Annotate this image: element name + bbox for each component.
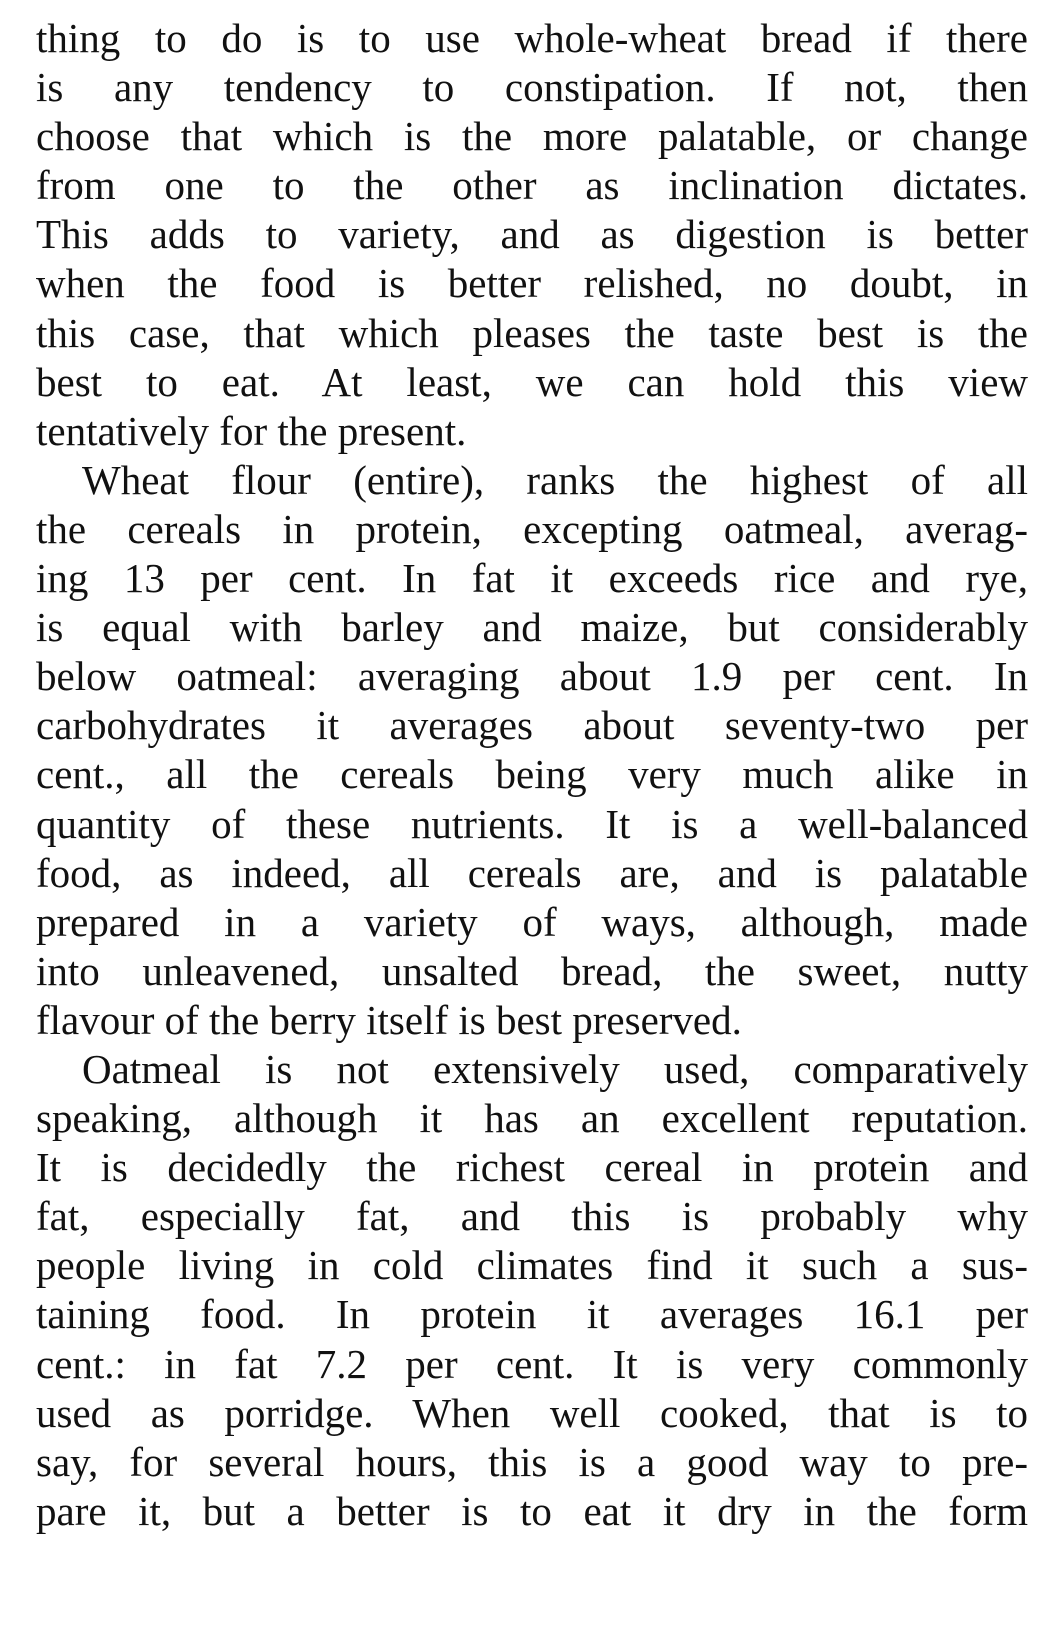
text-line: this case, that which pleases the taste best is the: [36, 309, 1028, 356]
text-line: prepared in a variety of ways, although, made: [36, 898, 1028, 945]
text-line: when the food is better relished, no doubt, in: [36, 260, 1028, 307]
text-line: pare it, but a better is to eat it dry in the form: [36, 1487, 1028, 1534]
text-line: Oatmeal is not extensively used, comparatively: [82, 1045, 1028, 1092]
text-line: tentatively for the present.: [36, 407, 467, 454]
text-line: say, for several hours, this is a good way to pre-: [36, 1438, 1028, 1485]
text-line: thing to do is to use whole-wheat bread if there: [36, 15, 1028, 61]
text-line: quantity of these nutrients. It is a well-balanced: [36, 800, 1028, 847]
text-line: best to eat. At least, we can hold this view: [36, 358, 1028, 405]
text-line: into unleavened, unsalted bread, the sweet, nutty: [36, 947, 1028, 994]
text-line: cent.: in fat 7.2 per cent. It is very commonly: [36, 1340, 1028, 1387]
text-line: fat, especially fat, and this is probably why: [36, 1193, 1028, 1240]
text-line: Wheat flour (entire), ranks the highest of all: [82, 456, 1028, 503]
text-line: the cereals in protein, excepting oatmeal, averag-: [36, 505, 1028, 552]
text-line: speaking, although it has an excellent reputation.: [36, 1095, 1028, 1142]
book-page: [36, 14, 1028, 1536]
text-line: food, as indeed, all cereals are, and is palatable: [36, 849, 1028, 896]
text-line: below oatmeal: averaging about 1.9 per cent. In: [36, 653, 1028, 700]
text-line: used as porridge. When well cooked, that is to: [36, 1389, 1028, 1436]
text-line: is equal with barley and maize, but considerably: [36, 604, 1028, 651]
paragraph-whole-wheat: [36, 14, 1028, 456]
text-line: people living in cold climates find it such a sus-: [36, 1242, 1028, 1289]
paragraph-oatmeal: [36, 1045, 1028, 1536]
text-line: is any tendency to constipation. If not, then: [36, 64, 1028, 111]
text-line: from one to the other as inclination dictates.: [36, 162, 1028, 209]
text-line: It is decidedly the richest cereal in protein and: [36, 1144, 1028, 1191]
text-line: taining food. In protein it averages 16.1 per: [36, 1291, 1028, 1338]
paragraph-wheat-flour: [36, 456, 1028, 1045]
text-line: cent., all the cereals being very much alike in: [36, 751, 1028, 798]
text-line: carbohydrates it averages about seventy-two per: [36, 702, 1028, 749]
text-line: ing 13 per cent. In fat it exceeds rice and rye,: [36, 555, 1028, 602]
text-line: choose that which is the more palatable, or change: [36, 113, 1028, 160]
text-line: This adds to variety, and as digestion is better: [36, 211, 1028, 258]
text-line: flavour of the berry itself is best preserved.: [36, 996, 742, 1043]
